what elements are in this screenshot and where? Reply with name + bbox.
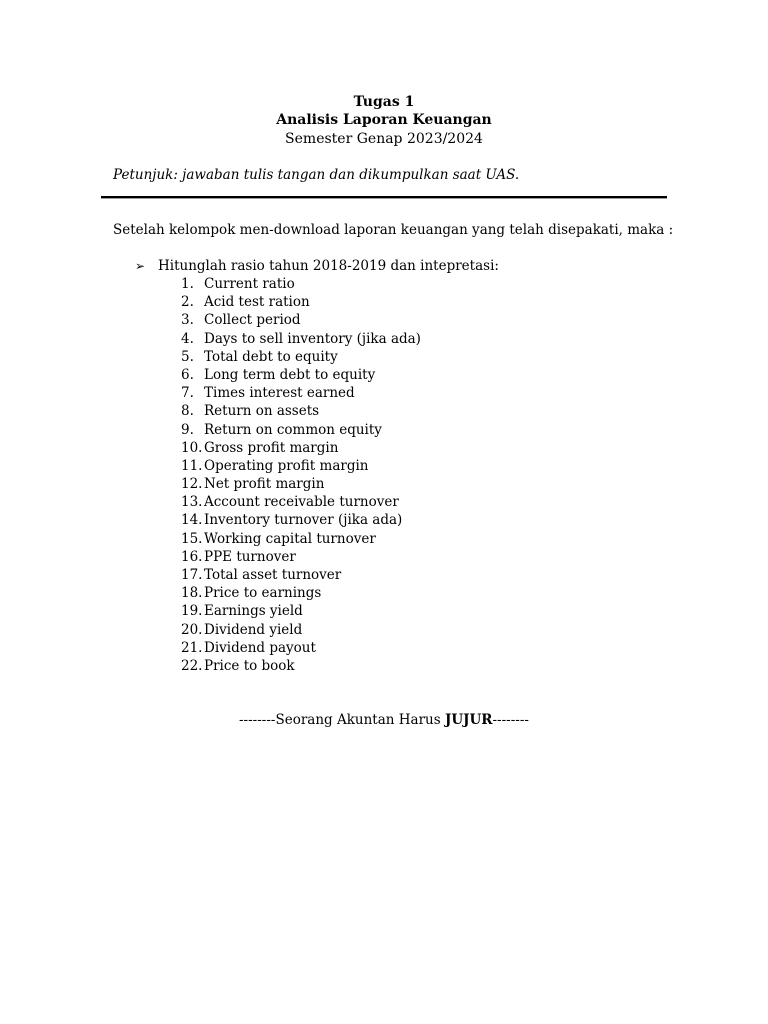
list-item: [181, 293, 421, 311]
ratio-label: Earnings yield: [204, 603, 303, 620]
list-number: 22.: [181, 657, 203, 674]
list-number: 11.: [181, 457, 203, 474]
list-item: [181, 584, 421, 602]
list-item: [181, 384, 421, 402]
ratio-label: Days to sell inventory (jika ada): [204, 330, 421, 347]
motto-suffix: --------: [492, 712, 529, 728]
list-number: 10.: [181, 439, 203, 456]
motto-emphasis: JUJUR: [444, 712, 493, 728]
ratio-label: Gross profit margin: [204, 439, 339, 456]
ratio-label: Inventory turnover (jika ada): [204, 512, 403, 529]
list-item: [181, 475, 421, 493]
list-item: [181, 457, 421, 475]
ratio-label: Times interest earned: [204, 385, 355, 402]
list-number: 20.: [181, 621, 203, 638]
list-number: 3.: [181, 312, 194, 329]
list-number: 6.: [181, 366, 194, 383]
list-item: [181, 348, 421, 366]
list-number: 19.: [181, 603, 203, 620]
list-number: 18.: [181, 585, 203, 602]
list-item: [181, 330, 421, 348]
closing-motto: [0, 711, 768, 729]
list-item: [181, 530, 421, 548]
arrow-bullet-icon: ➢: [135, 259, 146, 273]
ratio-label: Collect period: [204, 312, 301, 329]
list-number: 13.: [181, 494, 203, 511]
ratio-label: Long term debt to equity: [204, 366, 376, 383]
list-number: 15.: [181, 530, 203, 547]
list-number: 12.: [181, 476, 203, 493]
list-item: [181, 566, 421, 584]
semester-label: Semester Genap 2023/2024: [285, 131, 483, 147]
ratio-label: Current ratio: [204, 276, 295, 292]
header-divider: [101, 196, 667, 198]
list-number: 9.: [181, 421, 194, 438]
assignment-title: Tugas 1: [353, 94, 415, 110]
ratio-label: Dividend payout: [204, 639, 316, 656]
task-text: Hitunglah rasio tahun 2018-2019 dan intepretasi:: [158, 258, 499, 274]
list-item: [181, 621, 421, 639]
list-item: [181, 402, 421, 420]
ratio-label: Dividend yield: [204, 621, 303, 638]
list-item: [181, 311, 421, 329]
ratio-label: Working capital turnover: [204, 530, 376, 547]
list-item: [181, 493, 421, 511]
ratio-label: Price to book: [204, 657, 295, 674]
list-item: [181, 639, 421, 657]
list-number: 14.: [181, 512, 203, 529]
motto-prefix: --------Seorang Akuntan Harus: [238, 712, 445, 728]
ratio-label: Acid test ration: [204, 294, 310, 311]
ratio-label: Return on assets: [204, 403, 320, 420]
list-number: 5.: [181, 348, 194, 365]
list-number: 16.: [181, 548, 203, 565]
ratio-list: [181, 275, 421, 675]
instruction-note: Petunjuk: jawaban tulis tangan dan dikumpulkan saat UAS.: [113, 167, 520, 183]
ratio-label: Total debt to equity: [204, 348, 338, 365]
ratio-label: Operating profit margin: [204, 457, 369, 474]
list-item: [181, 657, 421, 675]
ratio-label: Total asset turnover: [204, 567, 342, 583]
ratio-label: Price to earnings: [204, 585, 322, 602]
list-number: 17.: [181, 567, 203, 583]
list-number: 1.: [181, 276, 194, 292]
list-item: [181, 439, 421, 457]
list-number: 2.: [181, 294, 194, 311]
list-item: [181, 548, 421, 566]
ratio-label: Return on common equity: [204, 421, 382, 438]
list-item: [181, 511, 421, 529]
course-title: Analisis Laporan Keuangan: [276, 112, 492, 128]
list-number: 8.: [181, 403, 194, 420]
ratio-label: Account receivable turnover: [204, 494, 399, 511]
list-item: [181, 366, 421, 384]
list-number: 21.: [181, 639, 203, 656]
ratio-label: Net profit margin: [204, 476, 325, 493]
list-number: 7.: [181, 385, 194, 402]
list-number: 4.: [181, 330, 194, 347]
task-bullet-item: [135, 257, 499, 275]
ratio-label: PPE turnover: [204, 548, 296, 565]
list-item: [181, 275, 421, 293]
list-item: [181, 602, 421, 620]
intro-paragraph: Setelah kelompok men-download laporan keuangan yang telah disepakati, maka :: [113, 222, 674, 238]
list-item: [181, 421, 421, 439]
